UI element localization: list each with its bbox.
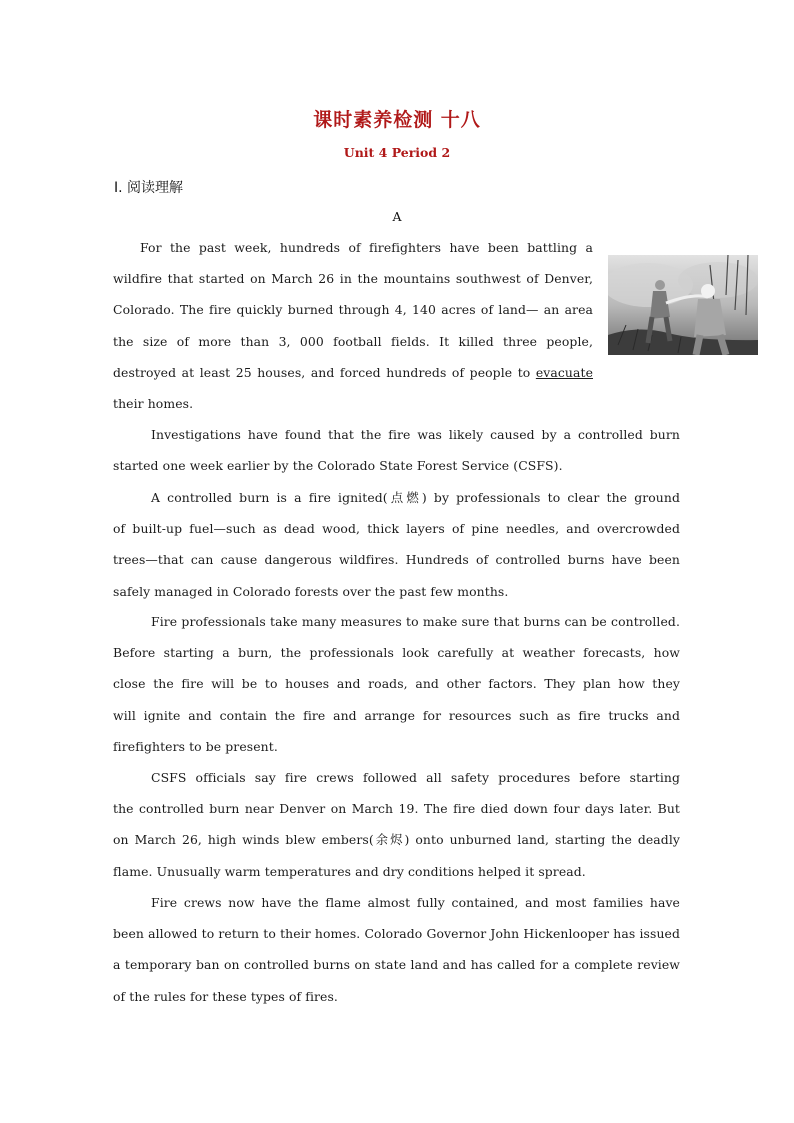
text-line: started one week earlier by the Colorado State Forest Service (CSFS). xyxy=(113,458,563,474)
text-line: the size of more than 3, 000 football fields. It killed three people, xyxy=(113,333,593,349)
passage-label: A xyxy=(392,209,402,224)
text-line: wildfire that started on March 26 in the mountains southwest of Denver, xyxy=(113,271,593,287)
text-line: Before starting a burn, the professionals look carefully at weather forecasts, how xyxy=(113,645,680,661)
section-heading: Ⅰ. 阅读理解 xyxy=(114,180,184,196)
text-line: For the past week, hundreds of firefighters have been battling a xyxy=(140,240,593,255)
text-segment: destroyed at least 25 houses, and forced hundreds of people to xyxy=(113,364,536,380)
paragraph-2 xyxy=(113,419,680,481)
text-line: the controlled burn near Denver on March 19. The fire died down four days later. But xyxy=(113,801,680,817)
text-line: will ignite and contain the fire and arrange for resources such as fire trucks and xyxy=(113,707,680,723)
text-line: a temporary ban on controlled burns on state land and has called for a complete review xyxy=(113,957,680,973)
text-line: safely managed in Colorado forests over the past few months. xyxy=(113,583,509,599)
text-line: their homes. xyxy=(113,396,194,412)
text-line: close the fire will be to houses and roads, and other factors. They plan how they xyxy=(113,676,680,692)
text-line: been allowed to return to their homes. Colorado Governor John Hickenlooper has issued xyxy=(113,926,680,942)
text-line: Fire crews now have the flame almost fully contained, and most families have xyxy=(151,895,680,910)
paragraph-1 xyxy=(113,232,593,419)
text-line xyxy=(113,357,593,388)
text-line: CSFS officials say fire crews followed all safety procedures before starting xyxy=(151,770,680,785)
text-line: trees—that can cause dangerous wildfires. Hundreds of controlled burns have been xyxy=(113,552,680,568)
text-line: of the rules for these types of fires. xyxy=(113,988,338,1004)
paragraph-5 xyxy=(113,762,680,887)
paragraph-4 xyxy=(113,606,680,762)
text-line: on March 26, high winds blew embers(余烬) onto unburned land, starting the deadly xyxy=(113,832,680,848)
text-line: A controlled burn is a fire ignited(点燃) by professionals to clear the ground xyxy=(151,490,680,505)
paragraph-6 xyxy=(113,887,680,1012)
text-line: Fire professionals take many measures to make sure that burns can be controlled. xyxy=(151,614,680,629)
text-line: flame. Unusually warm temperatures and dry conditions helped it spread. xyxy=(113,863,586,879)
page-title: 课时素养检测 十八 xyxy=(313,109,481,131)
text-line: Investigations have found that the fire was likely caused by a controlled burn xyxy=(151,427,680,442)
underlined-word: evacuate xyxy=(535,364,593,380)
text-line: firefighters to be present. xyxy=(113,738,278,754)
firefighters-photo xyxy=(608,255,758,355)
page-subtitle: Unit 4 Period 2 xyxy=(343,145,451,160)
text-line: of built-up fuel—such as dead wood, thick layers of pine needles, and overcrowded xyxy=(113,521,680,537)
text-line: Colorado. The fire quickly burned through 4, 140 acres of land— an area xyxy=(113,302,593,318)
paragraph-3 xyxy=(113,482,680,607)
